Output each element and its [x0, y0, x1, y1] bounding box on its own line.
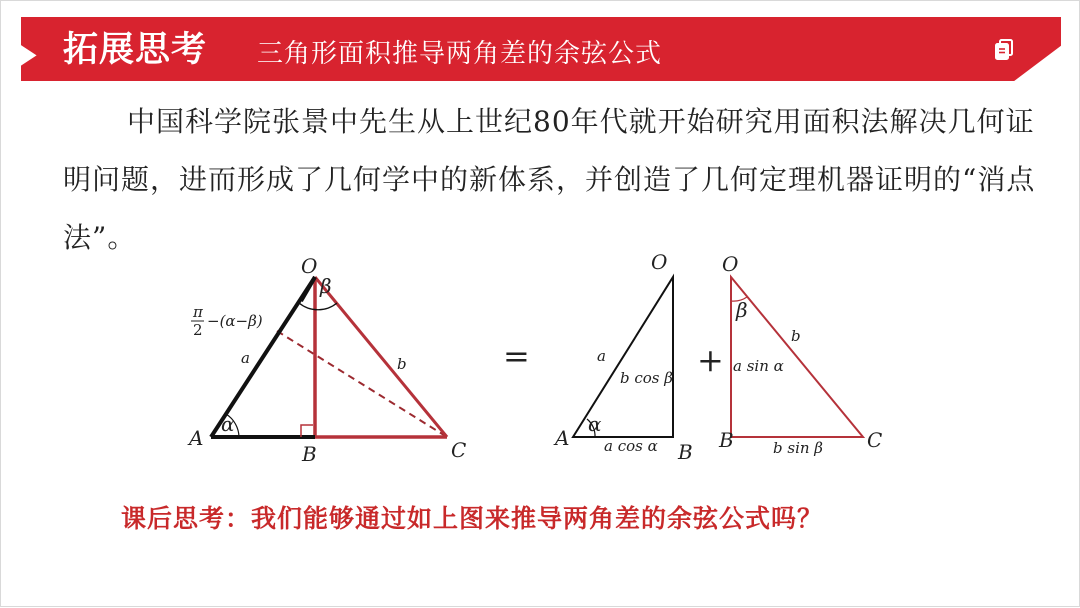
right-vertex-O: O: [722, 252, 739, 276]
fraction-numerator: π: [193, 303, 203, 321]
section-title: 拓展思考: [63, 30, 208, 70]
right-triangle-figure: [718, 252, 882, 457]
left-side-a: a: [241, 349, 250, 367]
middle-side-bcosbeta: b cos β: [620, 369, 673, 387]
plus-sign: +: [697, 341, 724, 379]
left-triangle-figure: [187, 254, 466, 466]
left-vertex-O: O: [301, 254, 318, 278]
right-hypotenuse-b: b: [791, 327, 801, 345]
middle-vertex-O: O: [651, 250, 668, 274]
right-angle-beta: β: [736, 298, 748, 322]
middle-vertex-B: B: [678, 440, 693, 464]
right-side-asinalpha: a sin α: [733, 357, 784, 375]
annotation-angle-expr: −(α−β): [207, 312, 263, 330]
middle-triangle-figure: [553, 250, 693, 464]
left-vertex-A: A: [189, 426, 204, 450]
left-side-b: b: [397, 355, 407, 373]
equals-sign: =: [503, 337, 530, 375]
left-vertex-B: B: [302, 442, 317, 466]
left-vertex-C: C: [451, 438, 467, 462]
fraction-denominator: 2: [193, 321, 203, 339]
right-base-bsinbeta: b sin β: [773, 439, 823, 457]
middle-angle-alpha: α: [588, 412, 602, 436]
right-vertex-B: B: [719, 428, 734, 452]
after-class-question: 课后思考：我们能够通过如上图来推导两角差的余弦公式吗？: [121, 504, 824, 533]
middle-hypotenuse-a: a: [597, 347, 606, 365]
slide-subtitle: 三角形面积推导两角差的余弦公式: [257, 39, 663, 69]
middle-base-acosalpha: a cos α: [604, 437, 658, 455]
right-vertex-C: C: [867, 428, 883, 452]
intro-paragraph: 中国科学院张景中先生从上世纪80年代就开始研究用面积法解决几何证明问题，进而形成了几何学中的新体系，并创造了几何定理机器证明的“消点法”。: [63, 105, 1036, 254]
left-angle-alpha: α: [221, 412, 235, 436]
left-angle-beta: β: [320, 274, 332, 298]
middle-vertex-A: A: [555, 426, 570, 450]
